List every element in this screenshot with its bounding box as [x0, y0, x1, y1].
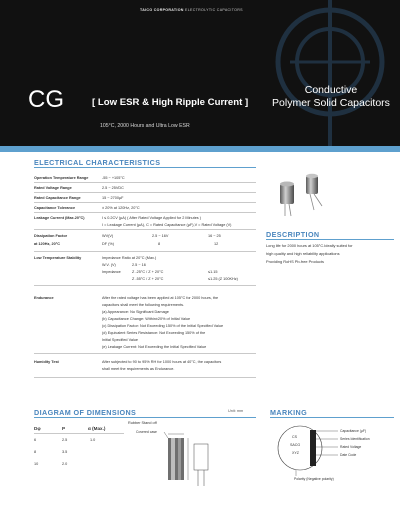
- spec-value: 15 ~ 2700µF: [102, 196, 124, 200]
- spec-row: [34, 174, 256, 183]
- marking-diagram: [276, 418, 396, 482]
- wv-range: 2.5 ~ 16: [132, 263, 146, 267]
- electrical-characteristics-title: ELECTRICAL CHARACTERISTICS: [34, 158, 161, 167]
- table-divider: [34, 433, 124, 434]
- dimension-diagram: [132, 428, 222, 490]
- spec-row: [34, 214, 256, 230]
- impedance-condition-2: Z -55°C / Z + 20°C: [132, 277, 164, 281]
- marking-label: Date Code: [340, 453, 357, 457]
- spec-label: Rated Capacitance Range: [34, 196, 81, 200]
- dim-header-pitch: P: [62, 426, 66, 431]
- description-line: Providing RoHS Pb-free Products: [266, 259, 324, 264]
- spec-label: Dissipation Factor: [34, 234, 68, 238]
- logo-watermark-icon: [0, 0, 400, 146]
- product-category: [264, 84, 398, 109]
- wv-label: W.V. (V): [102, 263, 116, 267]
- description-line: high quality and high reliability applications: [266, 251, 340, 256]
- spec-label: Operation Temperature Range: [34, 176, 89, 180]
- wv-range-2: 16 ~ 25: [208, 234, 221, 238]
- spec-row-dissipation: [34, 231, 256, 252]
- section-divider: [34, 417, 256, 418]
- rubber-stand-off-label: Rubber Stand off: [128, 421, 157, 425]
- marking-label: Rated Voltage: [340, 445, 362, 449]
- spec-label: Endurance: [34, 296, 54, 300]
- spec-value: I ≤ 0.2CV (µA) ( After Rated Voltage Applied for 2 Minutes ): [102, 216, 202, 220]
- dim-cell: 6: [34, 438, 37, 442]
- dim-cell: 1.0: [90, 438, 96, 442]
- company-name-rest: ELECTROLYTIC CAPACITORS: [185, 8, 243, 12]
- dim-cell: 8: [34, 450, 37, 454]
- mark-capacitance: CS: [292, 435, 297, 439]
- spec-row: [34, 184, 256, 193]
- spec-value-note: I = Leakage Current (µA), C = Rated Capacitance (µF),V = Rated Voltage (V): [102, 223, 232, 227]
- section-divider: [34, 167, 256, 168]
- description-line: Long life for 2000 hours at 105°C.Ideally suited for: [266, 243, 353, 248]
- df-label: DF (%): [102, 242, 115, 246]
- header-accent-bar: [0, 146, 400, 152]
- section-divider: [266, 239, 394, 240]
- product-category-line1: Conductive: [304, 84, 358, 96]
- impedance-value-2: ≤1.25 (Z 100KHz): [208, 277, 238, 281]
- df-value-1: 8: [158, 242, 161, 246]
- series-code: CG: [28, 86, 64, 113]
- description-text: [266, 242, 353, 266]
- mark-voltage: XYZ: [292, 451, 299, 455]
- spec-row-endurance: [34, 287, 256, 354]
- dimensions-title: DIAGRAM OF DIMENSIONS: [34, 408, 137, 417]
- spec-label: Rated Voltage Range: [34, 186, 72, 190]
- df-value-2: 12: [214, 242, 219, 246]
- covered-case-label: Covered case: [136, 430, 157, 434]
- company-name-bold: TAICO CORPORATION: [140, 8, 184, 12]
- series-description: [ Low ESR & High Ripple Current ]: [92, 97, 249, 108]
- spec-label: Capacitance Tolerance: [34, 206, 76, 210]
- marking-title: MARKING: [270, 408, 308, 417]
- dim-cell: 3.5: [62, 450, 68, 454]
- humidity-line: shall meet the requirements as Endurance.: [102, 367, 175, 371]
- spec-label-sub: at 120Hz, 20°C: [34, 242, 60, 246]
- endurance-line: capacitors shall meet the following requirements.: [102, 303, 185, 307]
- capacitor-photo: [276, 172, 336, 218]
- spec-row-humidity: [34, 355, 256, 378]
- endurance-line: (e) Leakage Current: Not Exceeding the Initial Specified Value: [102, 345, 207, 349]
- spec-row: [34, 194, 256, 203]
- product-category-line2: Polymer Solid Capacitors: [272, 96, 390, 109]
- endurance-line: (a) Appearance: No Significant Damage: [102, 310, 169, 314]
- humidity-line: After subjected to 90 to 95% RH for 1000 hours at 40°C, the capacitors: [102, 360, 222, 364]
- endurance-line: (c) Dissipation Factor: Not Exceeding 150% of the Initial Specified Value: [102, 324, 224, 328]
- marking-label: Capacitance (µF): [340, 429, 367, 433]
- spec-label: Leakage Current (Max.20°C): [34, 216, 85, 220]
- endurance-line: (d) Equivalent Series Resistance: Not Exceeding 150% of the: [102, 331, 206, 335]
- endurance-line: After the rated voltage has been applied at 105°C for 2000 hours, the: [102, 296, 219, 300]
- endurance-line: Initial Specified Value: [102, 338, 139, 342]
- dimensions-unit: Unit: mm: [228, 409, 244, 413]
- spec-row: [34, 204, 256, 213]
- marking-label: Series Identification: [340, 437, 370, 441]
- impedance-value-1: ≤1.15: [208, 270, 218, 274]
- series-subtitle: 105°C, 2000 Hours and Ultra Low ESR: [100, 123, 190, 129]
- wv-label: WV(V): [102, 234, 114, 238]
- impedance-condition-1: Z -25°C / Z + 20°C: [132, 270, 164, 274]
- dim-cell: 2.0: [62, 462, 68, 466]
- header-banner: [0, 0, 400, 146]
- marking-label: Polarity (Negative polarity): [294, 477, 334, 481]
- company-name: [140, 8, 243, 12]
- spec-value: -55 ~ +105°C: [102, 176, 125, 180]
- description-title: DESCRIPTION: [266, 230, 320, 239]
- dim-header-alpha: α (Max.): [88, 426, 106, 431]
- dim-header-diameter: Dφ: [34, 426, 41, 431]
- spec-label: Low Temperature Stability: [34, 256, 82, 260]
- spec-row-low-temperature: [34, 253, 256, 286]
- mark-series: SACG: [290, 443, 301, 447]
- impedance-ratio-title: Impedance Ratio at 20°C (Max.): [102, 256, 157, 260]
- endurance-line: (b) Capacitance Change: Within±20% of Initial Value: [102, 317, 191, 321]
- spec-value: 2.5 ~ 25VDC: [102, 186, 124, 190]
- spec-value: ± 20% at 120Hz, 20°C: [102, 206, 140, 210]
- dim-cell: 2.5: [62, 438, 68, 442]
- dim-cell: 10: [34, 462, 39, 466]
- spec-label: Humidity Test: [34, 360, 59, 364]
- wv-range-1: 2.5 ~ 16V: [152, 234, 169, 238]
- impedance-label: Impedance: [102, 270, 121, 274]
